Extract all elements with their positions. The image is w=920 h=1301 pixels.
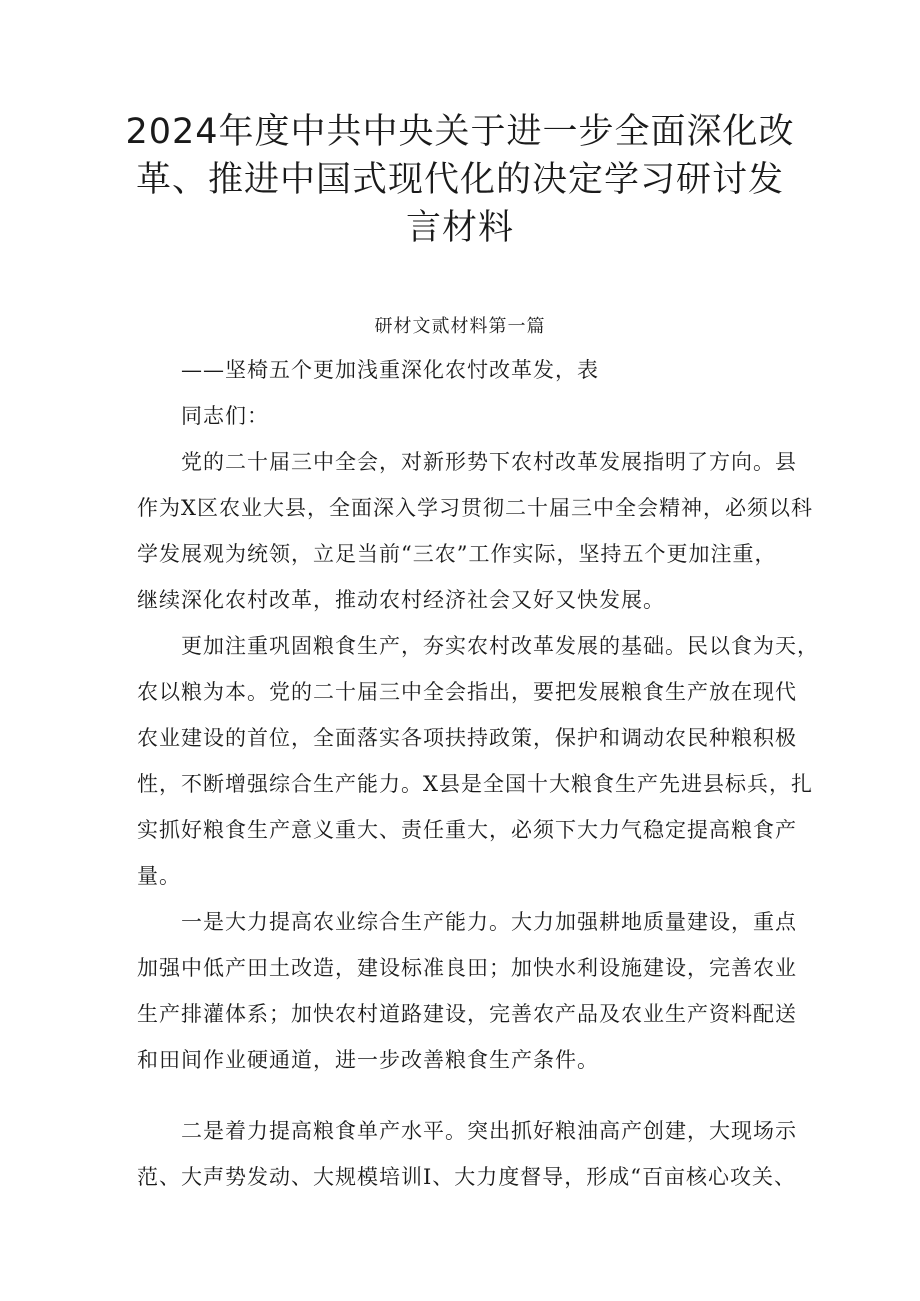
salutation: 同志们：: [181, 404, 269, 428]
paragraph-line: 一是大力提高农业综合生产能力。大力加强耕地质量建设，重点: [181, 910, 797, 934]
paragraph-line: 性，不断增强综合生产能力。X县是全国十大粮食生产先进县标兵，扎: [137, 772, 813, 796]
paragraph-line: 范、大声势发动、大规模培训I、大力度督导，形成“百亩核心攻关、: [137, 1165, 797, 1189]
paragraph-line: 农以粮为本。党的二十届三中全会指出，要把发展粮食生产放在现代: [137, 680, 797, 704]
paragraph-line: 学发展观为统领，立足当前“三农”工作实际，坚持五个更加注重，: [137, 542, 777, 566]
paragraph-line: 量。: [137, 864, 181, 888]
document-title: 2024年度中共中央关于进一步全面深化改革、推进中国式现代化的决定学习研讨发言材料: [125, 112, 795, 248]
paragraph-line: 继续深化农村改革，推动农村经济社会又好又快发展。: [137, 588, 665, 612]
paragraph-line: 二是着力提高粮食单产水平。突出抓好粮油高产创建，大现场示: [181, 1119, 797, 1143]
paragraph-line: 党的二十届三中全会，对新形势下农村改革发展指明了方向。县: [181, 450, 797, 474]
paragraph-line: 作为X区农业大县，全面深入学习贯彻二十届三中全会精神，必须以科: [137, 496, 813, 520]
paragraph-line: 农业建设的首位，全面落实各项扶持政策，保护和调动农民种粮积极: [137, 726, 797, 750]
paragraph-line: 加强中低产田土改造，建设标准良田；加快水利设施建设，完善农业: [137, 956, 797, 980]
paragraph-line: 更加注重巩固粮食生产，夯实农村改革发展的基础。民以食为天，: [181, 634, 819, 658]
paragraph-line: 和田间作业硬通道，进一步改善粮食生产条件。: [137, 1048, 599, 1072]
document-subtitle: 研材文贰材料第一篇: [374, 316, 546, 337]
paragraph-line: 实抓好粮食生产意义重大、责任重大，必须下大力气稳定提高粮食产: [137, 818, 797, 842]
paragraph-line: 生产排灌体系；加快农村道路建设，完善农产品及农业生产资料配送: [137, 1002, 797, 1026]
section-heading-line: ——坚椅五个更加浅重深化农忖改革发，表: [181, 358, 599, 382]
